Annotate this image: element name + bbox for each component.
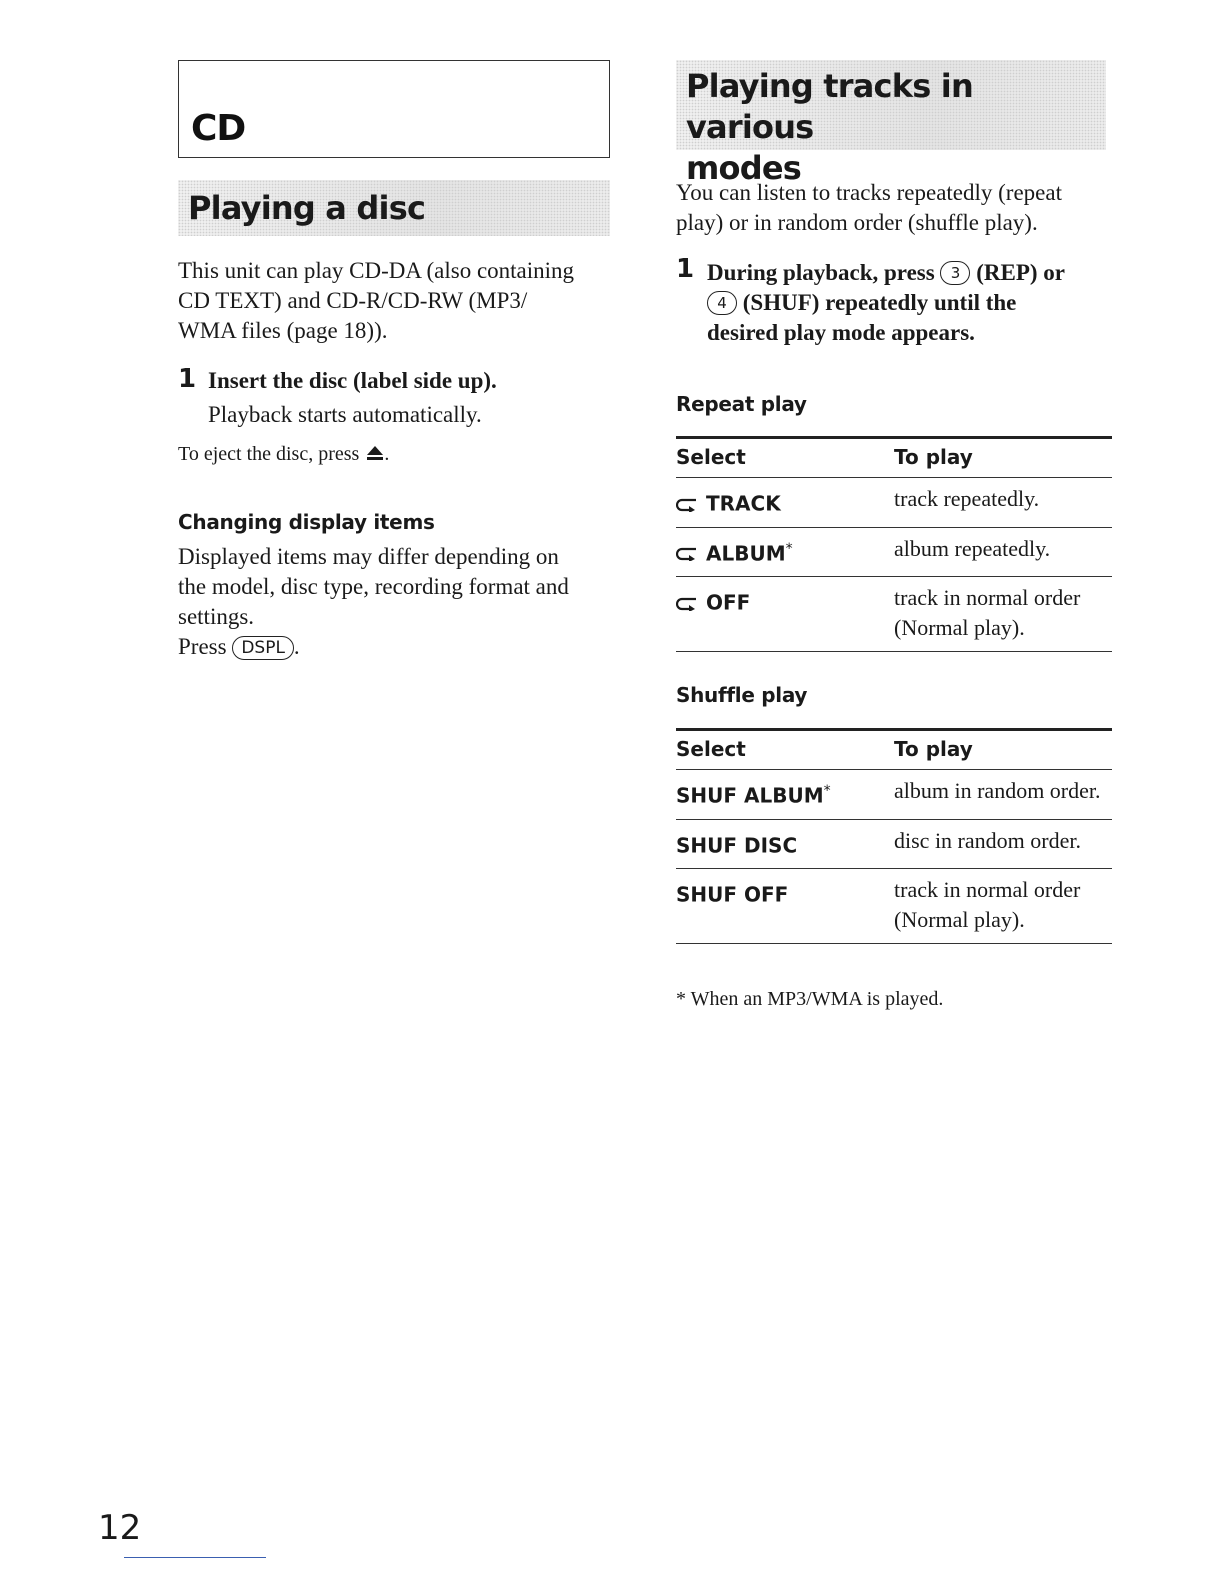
select-cell — [676, 819, 894, 869]
press-line — [178, 632, 618, 662]
select-value: TRACK — [706, 491, 781, 516]
key-3: 3 — [940, 261, 970, 285]
col-to-play: To play — [894, 438, 1112, 478]
play-cell: track in normal order (Normal play). — [894, 869, 1112, 944]
select-value: SHUF OFF — [676, 882, 789, 907]
col-to-play: To play — [894, 730, 1112, 770]
display-paragraph — [178, 542, 618, 662]
select-cell — [676, 869, 894, 944]
display-line: Displayed items may differ depending on — [178, 544, 559, 569]
modes-step-line: desired play mode appears. — [707, 320, 975, 345]
footnote-star: * — [785, 540, 793, 557]
heading-line: Playing tracks in various — [686, 67, 973, 146]
display-line: settings. — [178, 604, 255, 629]
eject-icon — [366, 445, 384, 461]
select-cell — [676, 770, 894, 820]
footnote: * When an MP3/WMA is played. — [676, 988, 944, 1010]
modes-intro-line: play) or in random order (shuffle play). — [676, 210, 1038, 235]
step-title: Insert the disc (label side up). — [208, 368, 497, 393]
press-text: Press — [178, 634, 227, 659]
step-number: 1 — [178, 364, 197, 394]
table-row — [676, 527, 1112, 577]
step-line1-pre: During playback, press — [707, 260, 935, 285]
step-detail: Playback starts automatically. — [208, 402, 482, 427]
display-line: the model, disc type, recording format and — [178, 574, 569, 599]
press-suffix: . — [293, 634, 300, 659]
table-header-row — [676, 730, 1112, 770]
modes-step-line — [707, 258, 1117, 288]
table-row — [676, 819, 1112, 869]
select-value: ALBUM — [706, 541, 786, 566]
modes-intro-line: You can listen to tracks repeatedly (repeat — [676, 180, 1062, 205]
repeat-icon — [676, 597, 698, 611]
repeat-icon — [676, 498, 698, 512]
repeat-table — [676, 436, 1112, 652]
page-number: 12 — [98, 1508, 142, 1548]
table-header-row — [676, 438, 1112, 478]
table-row — [676, 869, 1112, 944]
dspl-key: DSPL — [232, 636, 294, 660]
modes-step-number: 1 — [676, 254, 695, 284]
repeat-icon — [676, 547, 698, 561]
play-cell: album repeatedly. — [894, 527, 1112, 577]
play-cell: track repeatedly. — [894, 478, 1112, 528]
col-select: Select — [676, 438, 894, 478]
shuffle-table — [676, 728, 1112, 944]
select-value: OFF — [706, 590, 751, 615]
intro-line: CD TEXT) and CD-R/CD-RW (MP3/ — [178, 288, 528, 313]
select-value: SHUF DISC — [676, 833, 798, 858]
select-cell — [676, 478, 894, 528]
table-row — [676, 770, 1112, 820]
key-4: 4 — [707, 291, 737, 315]
col-select: Select — [676, 730, 894, 770]
section-title: CD — [191, 108, 246, 149]
heading-line: modes — [686, 149, 801, 187]
intro-paragraph — [178, 256, 618, 346]
heading-various-modes — [676, 60, 1106, 187]
shuffle-heading: Shuffle play — [676, 683, 808, 707]
select-value: SHUF ALBUM — [676, 783, 824, 808]
table-row — [676, 478, 1112, 528]
select-cell — [676, 527, 894, 577]
modes-step-text — [707, 258, 1117, 348]
page-rule — [124, 1557, 266, 1558]
eject-note — [178, 440, 389, 468]
repeat-heading: Repeat play — [676, 392, 807, 416]
intro-line: WMA files (page 18)). — [178, 318, 388, 343]
eject-suffix: . — [384, 443, 390, 465]
play-cell: disc in random order. — [894, 819, 1112, 869]
section-box — [178, 60, 610, 158]
heading-various-modes-text — [686, 66, 1106, 189]
select-cell — [676, 577, 894, 652]
eject-text: To eject the disc, press — [178, 443, 360, 465]
play-cell: track in normal order (Normal play). — [894, 577, 1112, 652]
play-cell: album in random order. — [894, 770, 1112, 820]
step-line2-post: (SHUF) repeatedly until the — [742, 290, 1017, 315]
display-heading: Changing display items — [178, 510, 435, 534]
footnote-star: * — [823, 783, 831, 799]
table-row — [676, 577, 1112, 652]
modes-step-line — [707, 288, 1117, 318]
step-line1-post: (REP) or — [976, 260, 1065, 285]
intro-line: This unit can play CD-DA (also containing — [178, 258, 575, 283]
modes-intro — [676, 178, 1116, 238]
heading-playing-disc — [178, 180, 610, 236]
heading-playing-disc-text: Playing a disc — [188, 189, 426, 227]
